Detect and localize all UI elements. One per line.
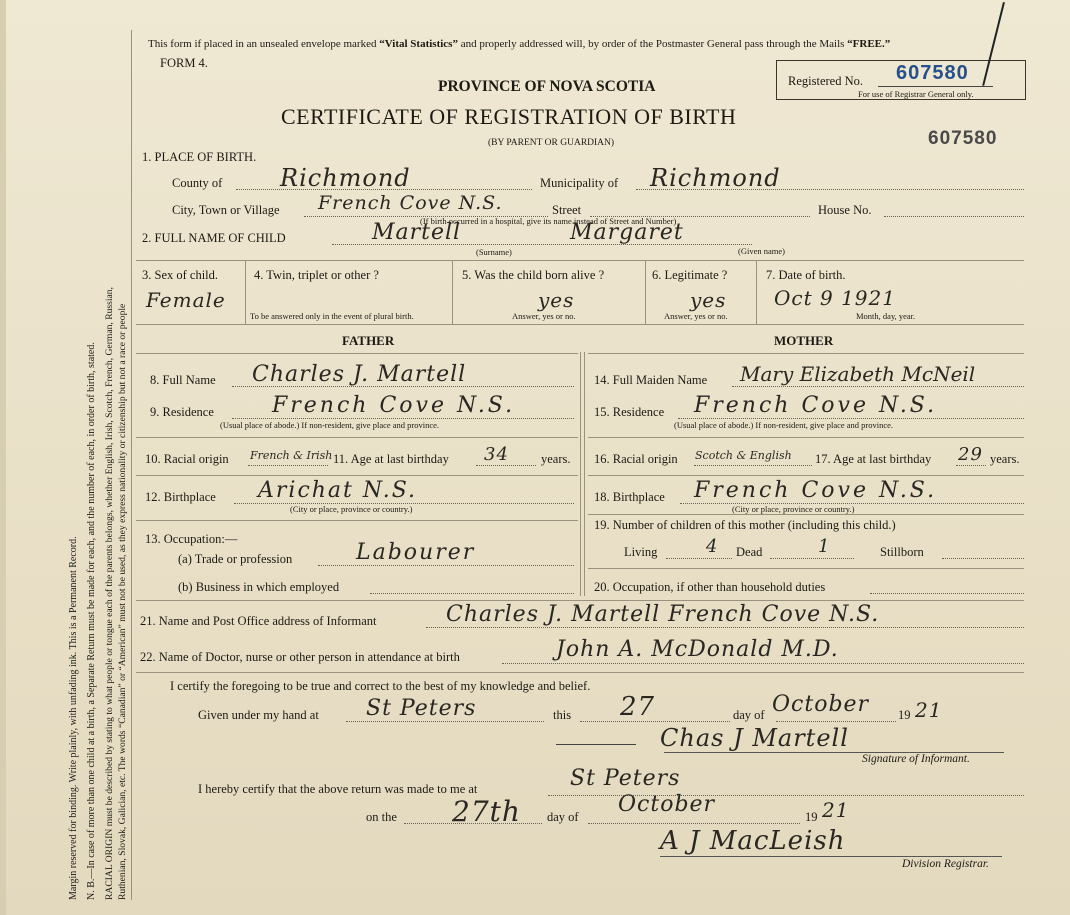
child-surname: Martell <box>372 220 462 245</box>
certificate-subtitle: (BY PARENT OR GUARDIAN) <box>488 138 615 148</box>
father-birthplace-label: 12. Birthplace <box>145 490 216 504</box>
doctor-value: John A. McDonald M.D. <box>556 637 839 662</box>
mail-note: This form if placed in an unsealed envelope marked “Vital Statistics” and properly addressed will, by order of the Postmaster General pass through the Mails “FREE.” <box>148 38 891 50</box>
registrar-year-prefix: 19 <box>805 810 818 824</box>
alive-label: 5. Was the child born alive ? <box>462 268 605 282</box>
mother-residence-note: (Usual place of abode.) If non-resident, give place and province. <box>674 420 894 430</box>
house-line <box>884 216 1024 217</box>
child-name-label: 2. FULL NAME OF CHILD <box>142 231 286 245</box>
mother-racial-value: Scotch & English <box>695 449 792 462</box>
certify-statement: I certify the foregoing to be true and correct to the best of my knowledge and belief. <box>170 679 591 693</box>
registrar-day-value: 27th <box>452 795 521 828</box>
legit-label: 6. Legitimate ? <box>652 268 728 282</box>
certify-month-value: October <box>772 692 870 717</box>
living-label: Living <box>624 545 658 559</box>
twin-label: 4. Twin, triplet or other ? <box>254 268 379 282</box>
day-of-label: day of <box>733 708 765 722</box>
margin-note-plural: N. B.—In case of more than one child at a birth, a Separate Return must be made for each, and the number of each, in order of birth, stated. <box>86 342 97 900</box>
stillborn-label: Stillborn <box>880 545 924 559</box>
registrar-signature: A J MacLeish <box>660 826 846 856</box>
informant-value: Charles J. Martell French Cove N.S. <box>446 602 880 627</box>
this-label: this <box>553 708 572 722</box>
mother-racial-label: 16. Racial origin <box>594 452 678 466</box>
city-value: French Cove N.S. <box>318 192 503 214</box>
child-given-name: Margaret <box>570 220 684 245</box>
registrar-statement: I hereby certify that the above return was made to me at <box>198 782 478 796</box>
form-number: FORM 4. <box>160 56 208 70</box>
informant-label: 21. Name and Post Office address of Informant <box>140 614 377 628</box>
alive-value: yes <box>538 288 575 312</box>
dead-value: 1 <box>818 536 831 557</box>
county-value: Richmond <box>280 164 411 192</box>
mother-age-value: 29 <box>958 444 983 465</box>
municipality-label: Municipality of <box>540 176 619 190</box>
mother-birthplace-label: 18. Birthplace <box>594 490 665 504</box>
mother-years: years. <box>990 452 1020 466</box>
father-name-label: 8. Full Name <box>150 373 216 387</box>
row-divider-top <box>136 260 1024 261</box>
given-under-label: Given under my hand at <box>198 708 319 722</box>
row-divider-bottom <box>136 324 1024 325</box>
father-trade-value: Labourer <box>356 540 476 565</box>
father-age-label: 11. Age at last birthday <box>333 452 449 466</box>
registrar-place-value: St Peters <box>570 766 681 791</box>
certificate-title: CERTIFICATE OF REGISTRATION OF BIRTH <box>281 104 737 129</box>
parent-divider <box>580 352 581 596</box>
informant-signature: Chas J Martell <box>660 724 849 752</box>
father-residence-note: (Usual place of abode.) If non-resident, give place and province. <box>220 420 440 430</box>
mother-residence-value: French Cove N.S. <box>694 393 938 418</box>
informant-signature-label: Signature of Informant. <box>862 753 970 765</box>
street-label: Street <box>552 203 582 217</box>
father-trade-label: (a) Trade or profession <box>178 552 293 566</box>
children-count-label: 19. Number of children of this mother (including this child.) <box>594 518 896 532</box>
alive-note: Answer, yes or no. <box>512 311 576 321</box>
place-heading: 1. PLACE OF BIRTH. <box>142 150 257 164</box>
mother-name-value: Mary Elizabeth McNeil <box>740 362 976 386</box>
registrar-signature-label: Division Registrar. <box>902 858 989 870</box>
legit-value: yes <box>690 288 727 312</box>
registrar-month-value: October <box>618 792 716 817</box>
sex-label: 3. Sex of child. <box>142 268 219 282</box>
given-name-note: (Given name) <box>738 246 785 256</box>
on-the-label: on the <box>366 810 397 824</box>
certify-day-value: 27 <box>620 692 656 722</box>
surname-note: (Surname) <box>476 247 512 257</box>
father-occupation-label: 13. Occupation:— <box>145 532 238 546</box>
date-note: Month, day, year. <box>856 311 916 321</box>
father-heading: FATHER <box>342 333 395 348</box>
father-birthplace-note: (City or place, province or country.) <box>290 504 413 514</box>
registrar-year-value: 21 <box>822 798 850 822</box>
mother-residence-label: 15. Residence <box>594 405 665 419</box>
hospital-note: (If birth occurred in a hospital, give its name instead of Street and Number) <box>420 216 677 226</box>
mother-name-label: 14. Full Maiden Name <box>594 373 708 387</box>
sex-value: Female <box>146 288 226 312</box>
mother-heading: MOTHER <box>774 333 834 348</box>
registered-number: 607580 <box>896 62 969 84</box>
father-business-label: (b) Business in which employed <box>178 580 340 594</box>
doctor-label: 22. Name of Doctor, nurse or other person in attendance at birth <box>140 650 460 664</box>
municipality-value: Richmond <box>650 164 781 192</box>
margin-rule <box>131 30 132 900</box>
mother-occupation-label: 20. Occupation, if other than household duties <box>594 580 826 594</box>
stamped-number: 607580 <box>928 128 998 149</box>
registered-no-label: Registered No. <box>788 74 863 88</box>
house-label: House No. <box>818 203 872 217</box>
father-name-value: Charles J. Martell <box>252 362 467 387</box>
legit-note: Answer, yes or no. <box>664 311 728 321</box>
mother-birthplace-note: (City or place, province or country.) <box>732 504 855 514</box>
mother-age-label: 17. Age at last birthday <box>815 452 932 466</box>
twin-note: To be answered only in the event of plural birth. <box>250 311 414 321</box>
margin-note-racial-2: Ruthenian, Slovak, Galician, etc. The words “Canadian” or “American” must not be used, as they express nationality or citizenship but not a race or people <box>117 303 128 900</box>
father-residence-value: French Cove N.S. <box>272 393 516 418</box>
binding-edge <box>0 0 6 915</box>
father-birthplace-value: Arichat N.S. <box>258 478 417 503</box>
certify-year-prefix: 19 <box>898 708 911 722</box>
birth-date-value: Oct 9 1921 <box>774 286 896 310</box>
registered-line <box>878 86 993 87</box>
city-label: City, Town or Village <box>172 203 280 217</box>
father-years: years. <box>541 452 571 466</box>
father-residence-label: 9. Residence <box>150 405 214 419</box>
dead-label: Dead <box>736 545 763 559</box>
father-racial-value: French & Irish <box>250 449 333 462</box>
certify-year-value: 21 <box>915 698 943 722</box>
living-value: 4 <box>706 536 719 557</box>
father-racial-label: 10. Racial origin <box>145 452 229 466</box>
province-heading: PROVINCE OF NOVA SCOTIA <box>438 78 656 95</box>
date-label: 7. Date of birth. <box>766 268 846 282</box>
registrar-general-note: For use of Registrar General only. <box>858 89 974 99</box>
margin-note-racial: RACIAL ORIGIN must be described by stating to what people or tongue each of the parents belongs, whether English, Irish, Scotch, French, German, Russian, <box>104 287 115 900</box>
registrar-day-of-label: day of <box>547 810 579 824</box>
county-label: County of <box>172 176 223 190</box>
mother-birthplace-value: French Cove N.S. <box>694 478 938 503</box>
margin-note-binding: Margin reserved for binding. Write plainly, with unfading ink. This is a Permanent Record. <box>68 536 79 900</box>
given-place-value: St Peters <box>366 696 477 721</box>
father-age-value: 34 <box>484 444 509 465</box>
